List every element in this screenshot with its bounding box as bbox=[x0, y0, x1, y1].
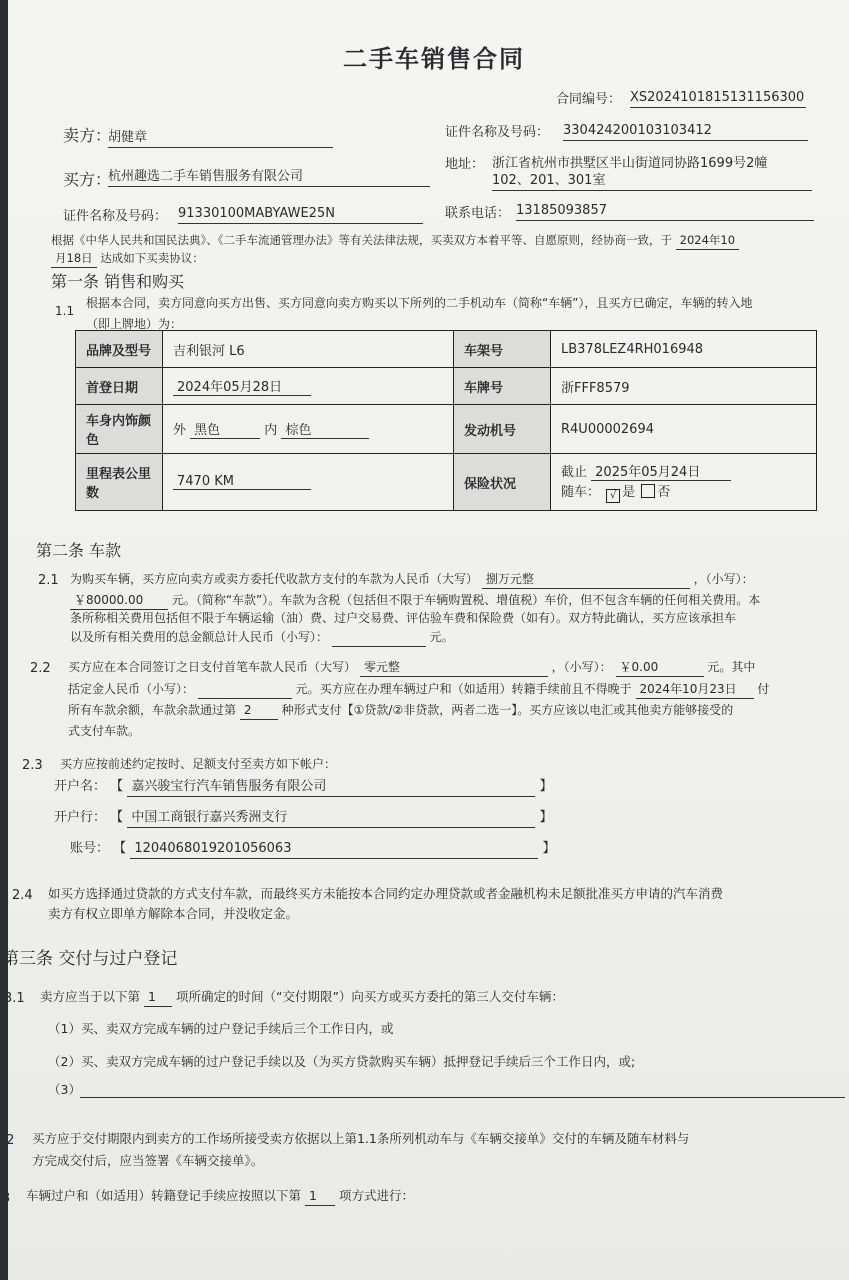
checkbox-no[interactable] bbox=[641, 484, 655, 498]
address-line-1: 浙江省杭州市拱墅区半山街道同协路1699号2幢 bbox=[492, 156, 768, 171]
bracket-right: 】 bbox=[542, 841, 556, 856]
art3-2-a: 买方应于交付期限内到卖方的工作场所接受卖方依据以上第1.1条所列机动车与《车辆交接单》交付的车辆及随车材料与 bbox=[32, 1131, 690, 1146]
color-cell bbox=[163, 405, 454, 454]
art3-3-b: 项方式进行： bbox=[338, 1188, 414, 1203]
insurance-cell bbox=[551, 454, 817, 511]
engine-label: 发动机号 bbox=[454, 405, 551, 454]
vehicle-table bbox=[75, 330, 817, 511]
preamble-text bbox=[51, 231, 739, 250]
phone-label: 联系电话： bbox=[445, 206, 511, 221]
art2-2-b: 元。其中 bbox=[707, 660, 756, 674]
contract-page bbox=[2, 0, 849, 1280]
article-2-title: 第二条 车款 bbox=[36, 541, 122, 560]
art3-3-choice: 1 bbox=[305, 1187, 335, 1206]
acct-no-label: 账号： bbox=[70, 841, 110, 856]
acct-name-row bbox=[54, 778, 552, 797]
art2-2-c3: 付 bbox=[757, 682, 770, 696]
art3-3-num: 3 bbox=[2, 1191, 11, 1206]
bracket-right: 】 bbox=[539, 810, 553, 825]
art2-2-date: 2024年10月23日 bbox=[636, 680, 754, 699]
checkbox-yes[interactable]: √ bbox=[606, 489, 620, 503]
reg-date-value: 2024年05月28日 bbox=[173, 376, 311, 396]
art3-1-choice: 1 bbox=[144, 988, 172, 1007]
art2-4-b: 卖方有权立即单方解除本合同，并没收定金。 bbox=[48, 906, 299, 921]
preamble-2: 达成如下买卖协议： bbox=[100, 251, 204, 265]
acct-no: 1204068019201056063 bbox=[130, 840, 538, 859]
art2-1-a: 为购买车辆，买方应向卖方或卖方委托代收款方支付的车款为人民币（大写） bbox=[70, 572, 479, 586]
art2-1-b: 元。（简称“车款”）。车款为含税（包括但不限于车辆购置税、增值税）车价，但不包含车辆的任何相关费用。本 bbox=[171, 593, 761, 607]
engine-value: R4U00002694 bbox=[551, 405, 817, 454]
ins-until-value: 2025年05月24日 bbox=[591, 461, 731, 481]
art3-3-line bbox=[26, 1187, 414, 1206]
acct-bank-row bbox=[54, 809, 552, 828]
acct-bank-label: 开户行： bbox=[54, 810, 107, 825]
contract-no: XS20241018151311563​00 bbox=[630, 89, 806, 108]
brand-value: 吉利银河 L6 bbox=[163, 331, 454, 368]
art2-4-a: 如买方选择通过贷款的方式支付车款，而最终买方未能按本合同约定办理贷款或者金融机构未足额批准买方申请的汽车消费 bbox=[48, 886, 724, 901]
art2-2-d2: 种形式支付【①贷款/②非贷款，两者二选一】。买方应该以电汇或其他卖方能够接受的 bbox=[281, 703, 734, 717]
contract-no-label: 合同编号： bbox=[556, 92, 622, 107]
art3-1-item-3: （3） bbox=[48, 1082, 81, 1097]
bracket-right: 】 bbox=[539, 779, 553, 794]
art2-2-a: 买方应在本合同签订之日支付首笔车款人民币（大写） bbox=[68, 660, 357, 674]
art3-1-a: 卖方应当于以下第 bbox=[40, 989, 141, 1004]
brand-label: 品牌及型号 bbox=[76, 331, 163, 368]
plate-label: 车牌号 bbox=[454, 368, 551, 405]
art3-1-num: 3.1 bbox=[4, 991, 25, 1006]
ins-no-label: 否 bbox=[657, 485, 671, 500]
bracket-left: 【 bbox=[110, 810, 124, 825]
buyer-id-label: 证件名称及号码： bbox=[63, 209, 168, 224]
art2-1-small: ￥80000.00 bbox=[70, 591, 168, 610]
article-1-title: 第一条 销售和购买 bbox=[51, 272, 185, 291]
plate-value: 浙FFF8579 bbox=[551, 368, 817, 405]
art2-2-big: 零元整 bbox=[360, 658, 548, 677]
art2-1-d: 以及所有相关费用的总金额总计人民币（小写）： bbox=[70, 630, 329, 644]
art2-1-small-label: ，（小写）： bbox=[693, 572, 754, 586]
mileage-cell bbox=[163, 454, 454, 511]
address-line-2: 102、201、301室 bbox=[492, 172, 812, 191]
acct-name: 嘉兴骏宝行汽车销售服务有限公司 bbox=[127, 778, 535, 797]
art2-3-num: 2.3 bbox=[22, 758, 43, 773]
seller-id: 330424200103103412 bbox=[563, 122, 808, 141]
buyer-name: 杭州趣选二手车销售服务有限公司 bbox=[108, 168, 430, 187]
art2-3-a: 买方应按前述约定按时、足额支付至卖方如下帐户： bbox=[60, 757, 337, 771]
reg-date-label: 首登日期 bbox=[76, 368, 163, 405]
reg-date-cell bbox=[163, 368, 454, 405]
color-out-label: 外 bbox=[173, 423, 187, 438]
art2-2-num: 2.2 bbox=[30, 661, 51, 676]
bracket-left: 【 bbox=[113, 841, 127, 856]
art2-2-line-a bbox=[68, 658, 755, 677]
ins-with-label: 随车： bbox=[561, 485, 601, 500]
seller-name: 胡健章 bbox=[108, 129, 333, 148]
seller-id-label: 证件名称及号码： bbox=[445, 125, 550, 140]
art2-1-big: 捌万元整 bbox=[482, 570, 690, 589]
buyer-id: 91330100MABYAWE25N bbox=[178, 205, 423, 224]
art2-2-small: ￥0.00 bbox=[616, 658, 704, 677]
art2-1-line-a bbox=[70, 570, 754, 589]
ins-yes-label: 是 bbox=[622, 485, 636, 500]
art2-1-num: 2.1 bbox=[38, 573, 59, 588]
art2-2-c2: 元。买方应在办理车辆过户和（如适用）转籍手续前且不得晚于 bbox=[295, 682, 632, 696]
phone: 13185093857 bbox=[516, 202, 814, 221]
color-label: 车身内饰颜色 bbox=[76, 405, 163, 454]
art2-1-c: 条所称相关费用包括但不限于车辆运输（油）费、过户交易费、评估验车费和保险费（如有）。双方特此确认，买方应该承担车 bbox=[70, 611, 737, 625]
art3-1-item-1: （1）买、卖双方完成车辆的过户登记手续后三个工作日内，或 bbox=[48, 1021, 394, 1036]
art2-2-d1: 所有车款余额，车款余款通过第 bbox=[68, 703, 237, 717]
art2-2-e: 式支付车款。 bbox=[68, 724, 141, 738]
article-3-title: 第三条 交付与过户登记 bbox=[2, 949, 178, 969]
art2-1-line-d bbox=[70, 628, 454, 647]
art2-2-line-c bbox=[68, 680, 769, 699]
art3-2-b: 方完成交付后，应当签署《车辆交接单》。 bbox=[32, 1153, 264, 1168]
ins-until-label: 截止 bbox=[561, 465, 588, 480]
art3-3-a: 车辆过户和（如适用）转籍登记手续应按照以下第 bbox=[26, 1188, 302, 1203]
art1-1-text2: （即上牌地）为： bbox=[86, 317, 183, 331]
insurance-label: 保险状况 bbox=[454, 454, 551, 511]
art1-1-text: 根据本合同，卖方同意向买方出售、买方同意向卖方购买以下所列的二手机动车（简称“车辆”），且买方已确定，车辆的转入地 bbox=[86, 296, 753, 310]
vin-label: 车架号 bbox=[454, 331, 551, 368]
seller-label: 卖方： bbox=[63, 126, 112, 145]
art3-1-line-a bbox=[40, 988, 564, 1007]
acct-name-label: 开户名： bbox=[54, 779, 107, 794]
art2-2-small-label: ，（小写）： bbox=[551, 660, 612, 674]
preamble-date-2: 月18日 bbox=[51, 249, 97, 268]
preamble-date-1: 2024年10 bbox=[676, 231, 739, 250]
mileage-label: 里程表公里数 bbox=[76, 454, 163, 511]
preamble-1: 根据《中华人民共和国民法典》、《二手车流通管理办法》等有关法律法规，买卖双方本着平等、自愿原则，经协商一致，于 bbox=[51, 233, 672, 247]
art2-4-num: 2.4 bbox=[12, 888, 33, 903]
preamble-text-2 bbox=[51, 249, 204, 268]
vin-value: LB378LEZ4RH016948 bbox=[551, 331, 817, 368]
mileage-value: 7470 KM bbox=[173, 474, 311, 490]
color-out-value: 黑色 bbox=[190, 419, 260, 439]
color-in-label: 内 bbox=[264, 423, 278, 438]
acct-bank: 中国工商银行嘉兴秀洲支行 bbox=[127, 809, 535, 828]
art3-1-item-2: （2）买、卖双方完成车辆的过户登记手续以及（为买方贷款购买车辆）抵押登记手续后三个工作日内，或; bbox=[48, 1054, 636, 1069]
art2-2-choice: 2 bbox=[240, 701, 278, 720]
buyer-label: 买方： bbox=[63, 170, 112, 189]
address-label: 地址： bbox=[445, 157, 485, 172]
art3-2-num: .2 bbox=[2, 1133, 15, 1148]
bracket-left: 【 bbox=[110, 779, 124, 794]
item-3-blank bbox=[80, 1097, 845, 1098]
page-title: 二手车销售合同 bbox=[343, 45, 525, 73]
art3-1-b: 项所确定的时间（“交付期限”）向买方或买方委托的第三人交付车辆： bbox=[175, 989, 564, 1004]
art1-1-num: 1.1 bbox=[55, 304, 75, 318]
acct-no-row bbox=[70, 840, 555, 859]
desk-edge bbox=[0, 0, 11, 1280]
art2-1-line-b bbox=[70, 591, 760, 610]
color-in-value: 棕色 bbox=[281, 419, 369, 439]
art2-2-c1: 括定金人民币（小写）： bbox=[68, 682, 195, 696]
art2-1-e: 元。 bbox=[429, 630, 454, 644]
art2-2-line-d bbox=[68, 701, 733, 720]
